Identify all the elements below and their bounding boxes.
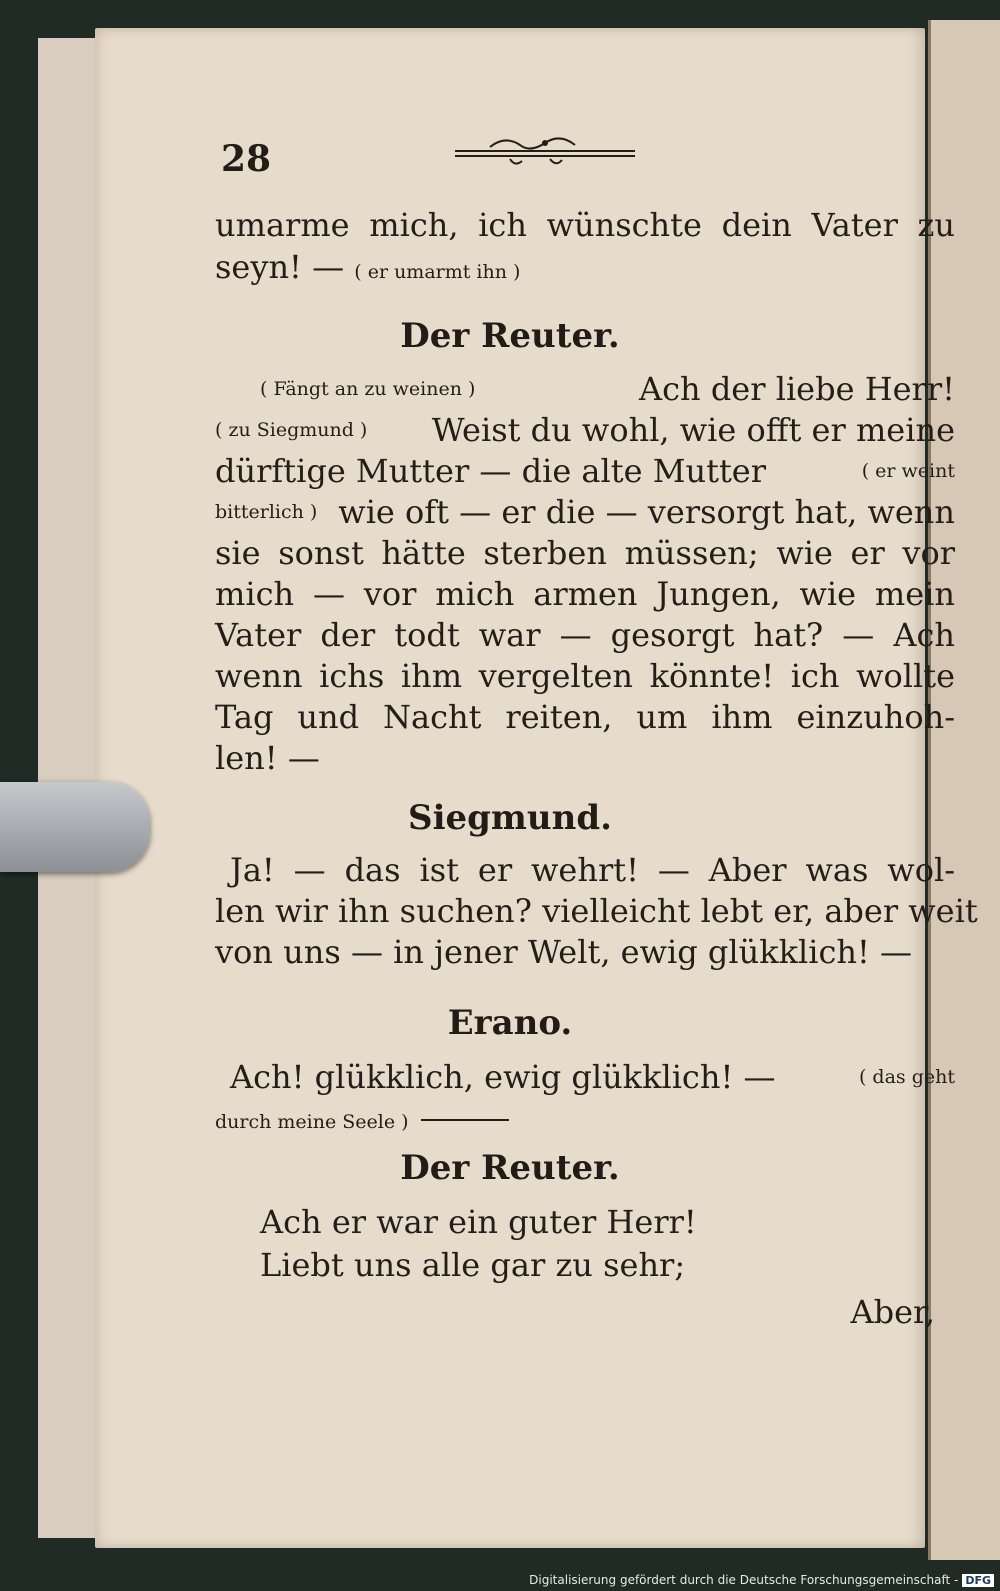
book-page [95, 28, 978, 1548]
text-line: len wir ihn suchen? vielleicht lebt er, aber weit [215, 892, 978, 930]
text-line [215, 493, 955, 531]
dash-rule [421, 1119, 509, 1121]
catchword: Aber, [850, 1293, 935, 1331]
text-line: von uns — in jener Welt, ewig glükklich! — [215, 933, 913, 971]
stage-direction: ( Fängt an zu weinen ) [260, 378, 476, 400]
speaker-heading: Der Reuter. [400, 316, 620, 356]
speaker-heading: Siegmund. [408, 798, 612, 838]
footer-text: Digitalisierung gefördert durch die Deutsche Forschungsgemeinschaft - [529, 1573, 959, 1587]
text-line: wenn ichs ihm vergelten könnte! ich wollte [215, 657, 955, 695]
speaker-heading: Der Reuter. [400, 1148, 620, 1188]
text-line: Ja! — das ist er wehrt! — Aber was wol- [230, 851, 955, 889]
text-line: Vater der todt war — gesorgt hat? — Ach [215, 616, 955, 654]
dfg-logo: DFG [962, 1574, 994, 1587]
text-line [260, 370, 955, 408]
text-line: mich — vor mich armen Jungen, wie mein [215, 575, 955, 613]
stage-direction: ( zu Siegmund ) [215, 419, 368, 441]
stage-direction: durch meine Seele ) [215, 1111, 409, 1133]
text-line [230, 1058, 955, 1096]
text-fragment: Ach! glükklich, ewig glükklich! — [230, 1058, 776, 1096]
text-line: Tag und Nacht reiten, um ihm einzuhoh- [215, 698, 955, 736]
text-fragment: wie oft — er die — versorgt hat, wenn [338, 493, 955, 531]
text-line: len! — [215, 739, 320, 777]
text-line: sie sonst hätte sterben müssen; wie er vor [215, 534, 955, 572]
stage-direction: bitterlich ) [215, 501, 318, 523]
text-line [215, 1098, 955, 1136]
text-line: umarme mich, ich wünschte dein Vater zu [215, 206, 955, 244]
footer-credit [529, 1573, 994, 1587]
page-clip [0, 782, 150, 872]
verse-line: Liebt uns alle gar zu sehr; [260, 1246, 686, 1284]
page-number: 28 [221, 138, 272, 180]
verse-line: Ach er war ein guter Herr! [260, 1203, 697, 1241]
stage-direction: ( das geht [858, 1066, 955, 1088]
text-fragment: dürftige Mutter — die alte Mutter [215, 452, 767, 490]
text-fragment: seyn! — [215, 248, 345, 286]
stage-direction: ( er umarmt ihn ) [354, 261, 521, 283]
stage-direction: ( er weint [861, 460, 955, 482]
text-fragment: Weist du wohl, wie offt er meine [431, 411, 955, 449]
text-fragment: Ach der liebe Herr! [639, 370, 955, 408]
text-line [215, 411, 955, 449]
text-line [215, 452, 955, 490]
speaker-heading: Erano. [447, 1003, 573, 1043]
text-line [215, 248, 955, 286]
header-ornament-icon [450, 133, 640, 173]
